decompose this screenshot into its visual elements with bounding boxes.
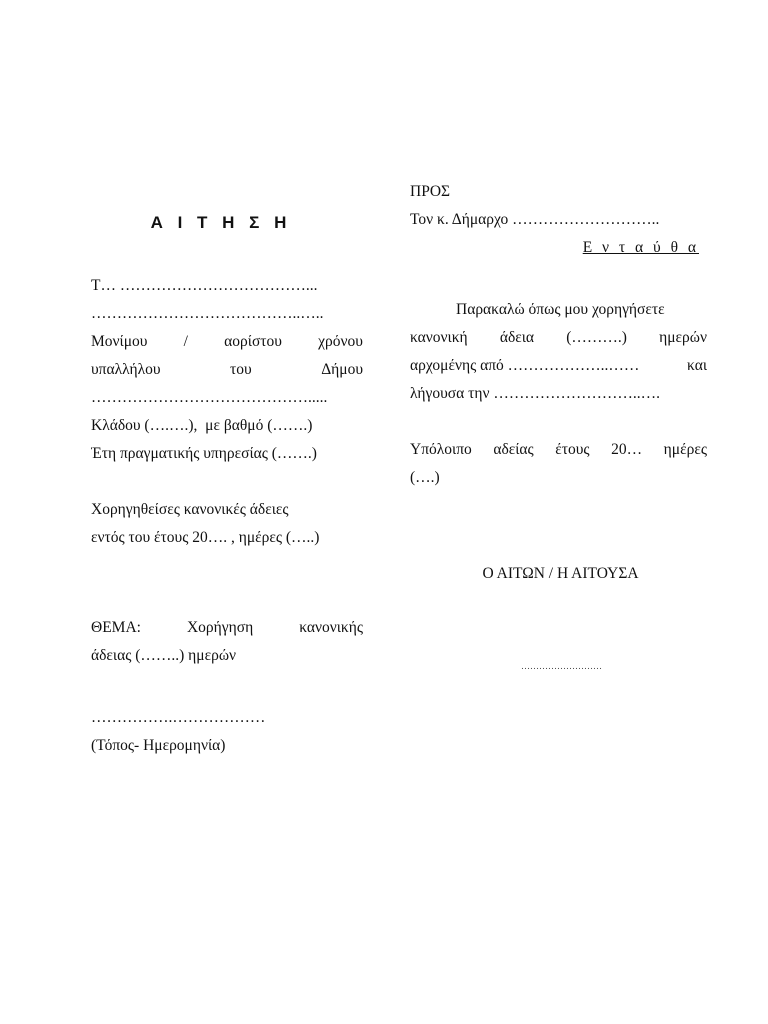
request-line-2 — [410, 324, 707, 352]
granted-leave-line-1: Χορηγηθείσες κανονικές άδειες — [91, 501, 289, 518]
balance-word: αδείας — [493, 441, 534, 458]
branch-field: Κλάδου (….….), — [91, 417, 198, 434]
to-label: ΠΡΟΣ — [410, 183, 451, 200]
signature-dots: ……………………… — [521, 661, 602, 671]
granted-leave-line-2: εντός του έτους 20…. , ημέρες (…..) — [91, 529, 320, 546]
grade-field: με βαθμό (…….) — [205, 417, 313, 434]
employee-word: του — [230, 361, 252, 378]
balance-word: Υπόλοιπο — [410, 441, 472, 458]
subject-word: κανονικής — [299, 619, 363, 636]
status-word: χρόνου — [318, 333, 363, 350]
employment-status-line — [91, 328, 363, 356]
name-line-1: Τ… ………………………………... — [91, 277, 318, 294]
applicant-details-column — [91, 208, 363, 760]
balance-word: έτους — [555, 441, 590, 458]
employee-of-municipality-line — [91, 356, 363, 384]
form-title: Α Ι Τ Η Σ Η — [150, 213, 292, 232]
status-word: / — [183, 333, 188, 350]
employee-word: υπαλλήλου — [91, 361, 161, 378]
employee-word: Δήμου — [321, 361, 363, 378]
request-word: ημερών — [659, 329, 707, 346]
municipality-line: ……………………………………..... — [91, 389, 328, 406]
here-label — [410, 234, 707, 262]
status-word: αορίστου — [224, 333, 282, 350]
status-word: Μονίμου — [91, 333, 148, 350]
subject-word: ΘΕΜΑ: — [91, 619, 141, 636]
balance-word: 20… — [611, 441, 643, 458]
mayor-line: Τον κ. Δήμαρχο ……………………….. — [410, 211, 660, 228]
name-line-2: …………………………………..….. — [91, 305, 324, 322]
place-date-label: (Τόπος- Ημερομηνία) — [91, 737, 226, 754]
leave-balance-line-1 — [410, 436, 707, 464]
here-label-text: Ε ν τ α ύ θ α — [582, 239, 699, 256]
request-word: άδεια — [499, 329, 535, 346]
request-line-3 — [410, 352, 707, 380]
service-years-line: Έτη πραγματικής υπηρεσίας (…….) — [91, 445, 317, 462]
request-line-4: λήγουσα την ………………………..…. — [410, 385, 660, 402]
leave-balance-line-2: (….) — [410, 469, 440, 486]
start-date-field: αρχομένης από ………………..…… — [410, 357, 640, 374]
request-word: (……….) — [566, 329, 627, 346]
place-date-dots: …………….……………… — [91, 709, 266, 726]
request-word: κανονική — [410, 329, 468, 346]
branch-grade-line — [91, 412, 363, 440]
subject-line-1 — [91, 614, 363, 642]
request-column — [410, 178, 707, 674]
subject-line-2: άδειας (……..) ημερών — [91, 647, 237, 664]
balance-word: ημέρες — [663, 441, 707, 458]
and-word: και — [687, 357, 707, 374]
request-line-1: Παρακαλώ όπως μου χορηγήσετε — [456, 301, 665, 318]
applicant-label: Ο ΑΙΤΩΝ / Η ΑΙΤΟΥΣΑ — [482, 565, 639, 582]
subject-word: Χορήγηση — [186, 619, 254, 636]
